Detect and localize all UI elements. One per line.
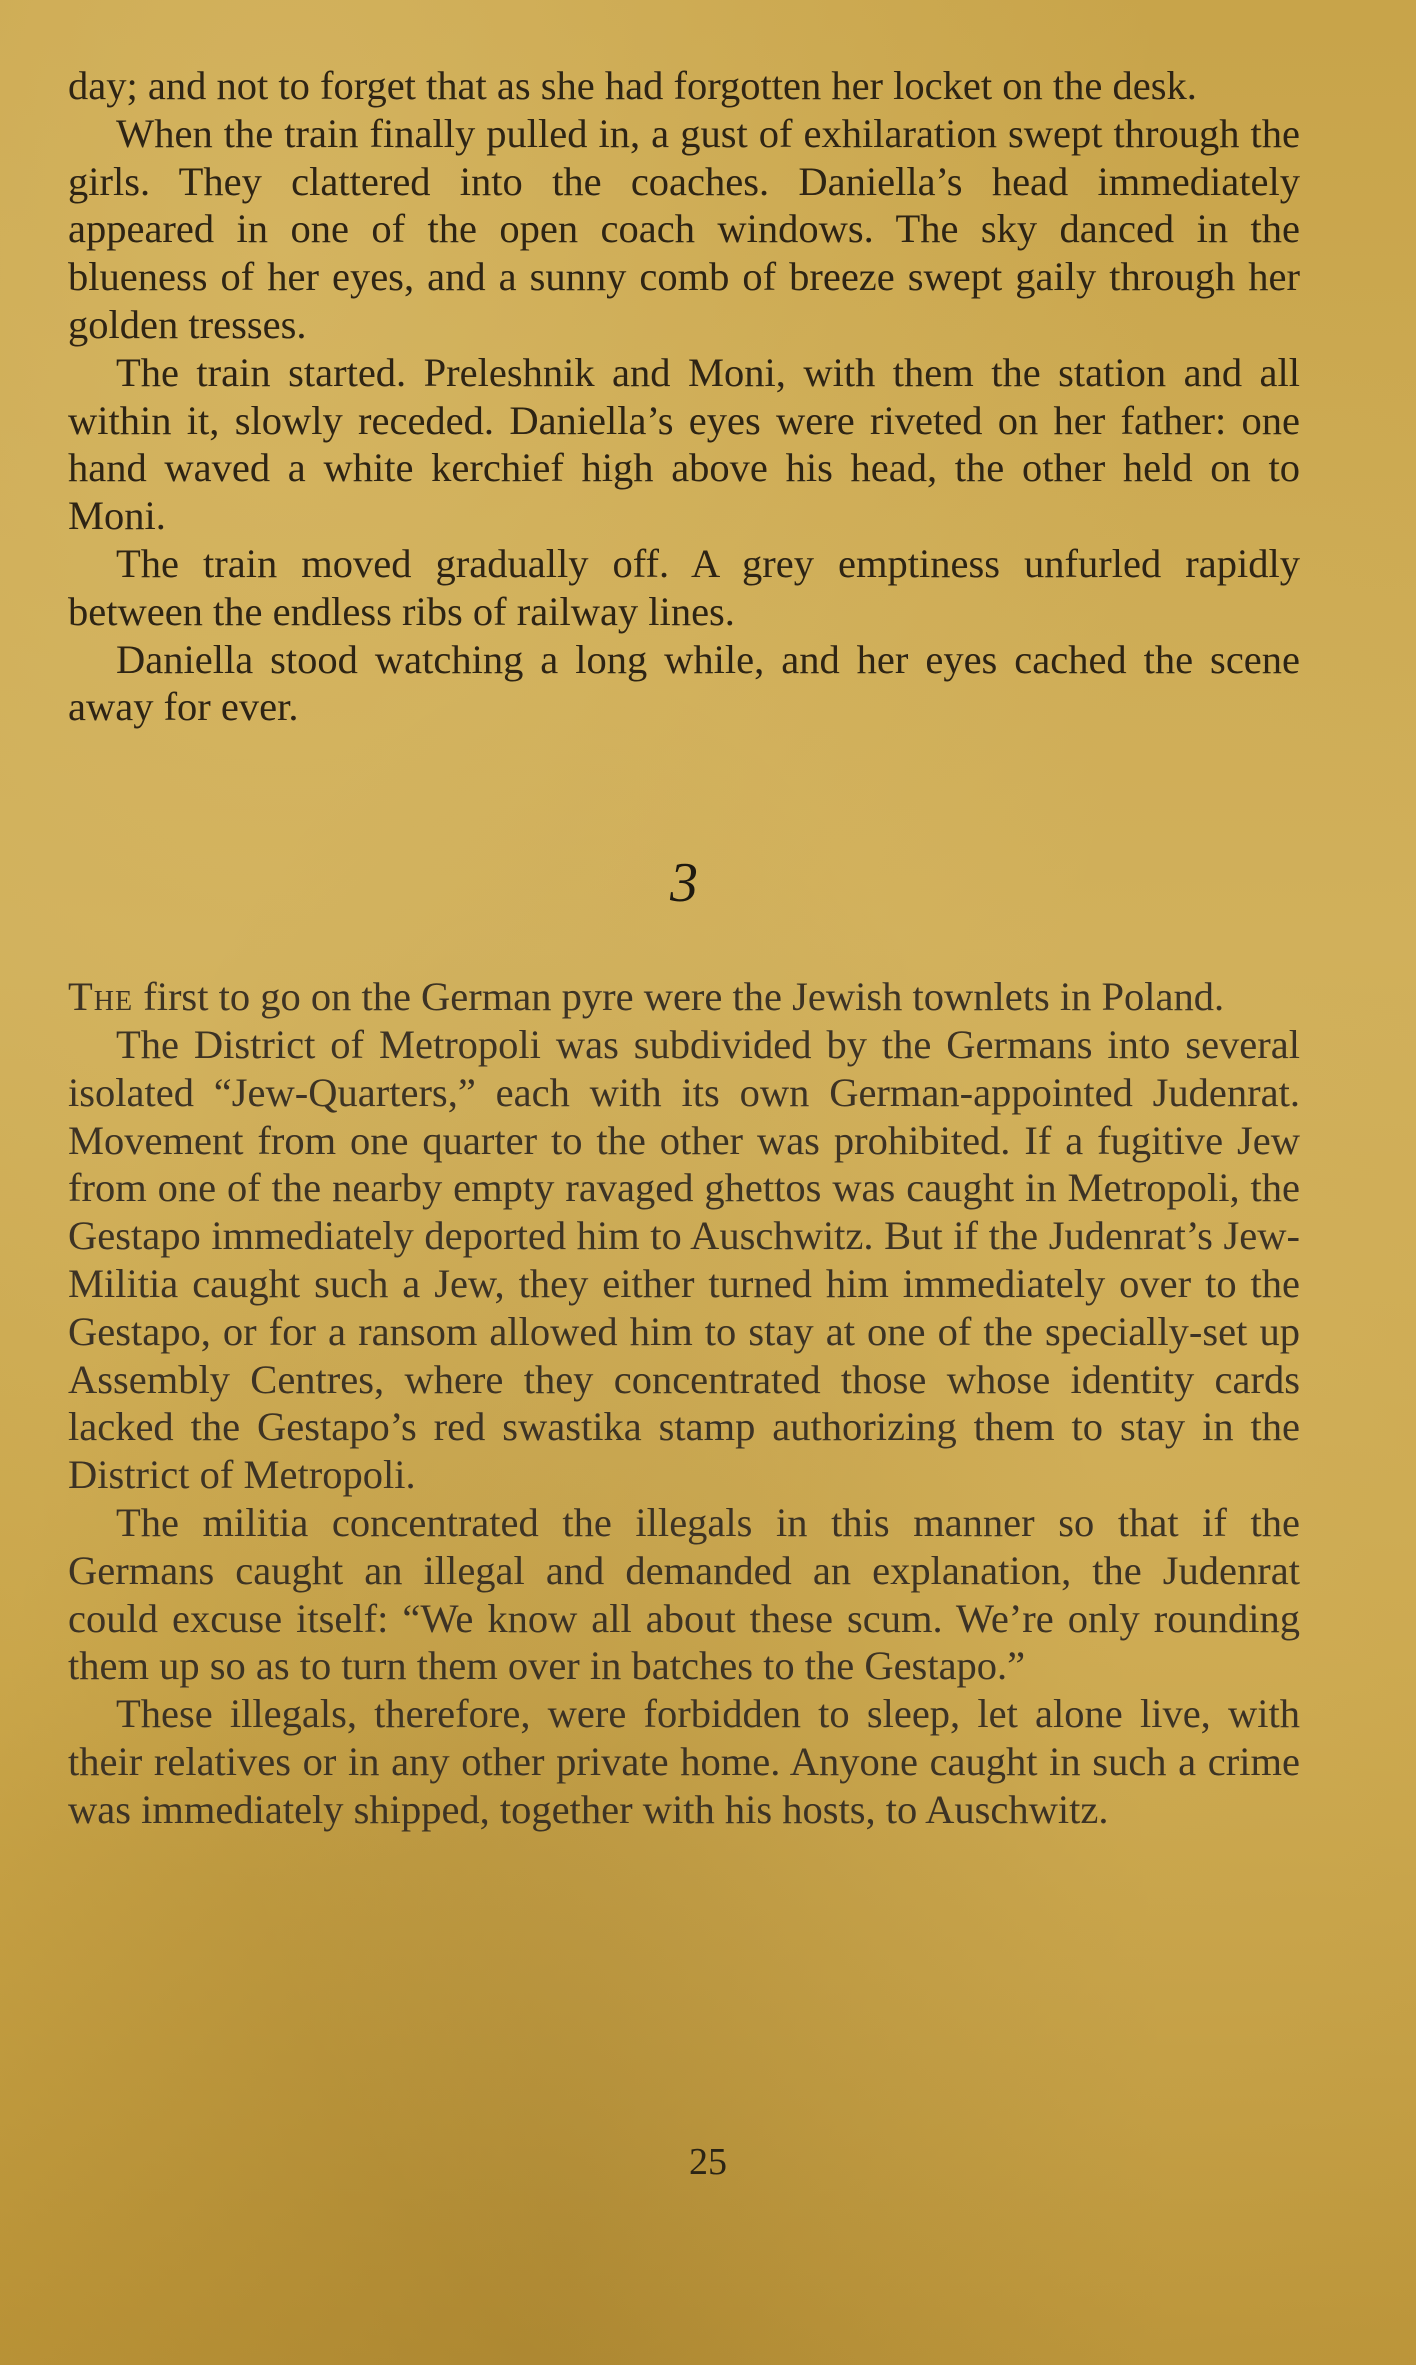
- paragraph-daniella-watching: Daniella stood watching a long while, and her eyes cached the scene away for ever.: [68, 636, 1300, 730]
- chapter-opening-word: The: [68, 974, 134, 1020]
- paragraph-district-metropoli: The District of Metropoli was subdivided by the Germans into several isolated “Jew-Quarters,” each with its own German-appointed Judenrat. Movement from one quarter to the other was prohibited. If a fugitive Jew from one of the nearby empty ravaged ghettos was caught in Metropoli, the Gestapo immediately deported him to Auschwitz. But if the Judenrat’s Jew-Militia caught such a Jew, they either turned him immediately over to the Gestapo, or for a ransom allowed him to stay at one of the specially-set up Assembly Centres, where they concentrated those whose identity cards lacked the Gestapo’s red swastika stamp authorizing them to stay in the District of Metropoli.: [68, 1021, 1300, 1498]
- paragraph-train-moves-off: The train moved gradually off. A grey emptiness unfurled rapidly between the endless ribs of railway lines.: [68, 540, 1300, 634]
- chapter-text-section: [68, 973, 1300, 1833]
- page-number: 25: [689, 2141, 727, 2183]
- chapter-opening-rest: first to go on the German pyre were the Jewish townlets in Poland.: [133, 974, 1225, 1020]
- top-text-section: [68, 62, 1300, 731]
- chapter-number: 3: [670, 852, 698, 915]
- paragraph-continuation: day; and not to forget that as she had forgotten her locket on the desk.: [68, 63, 1197, 108]
- paragraph-illegals-forbidden: These illegals, therefore, were forbidden to sleep, let alone live, with their relatives or in any other private home. Anyone caught in such a crime was immediately shipped, together with his hosts, to Auschwitz.: [68, 1691, 1300, 1832]
- paragraph-train-arrives: When the train finally pulled in, a gust of exhilaration swept through the girls. They clattered into the coaches. Daniella’s head immediately appeared in one of the open coach windows. The sky danced in the blueness of her eyes, and a sunny comb of breeze swept gaily through her golden tresses.: [68, 110, 1300, 347]
- paragraph-militia-illegals: The militia concentrated the illegals in this manner so that if the Germans caught an illegal and demanded an explanation, the Judenrat could excuse itself: “We know all about these scum. We’re only rounding them up so as to turn them over in batches to the Gestapo.”: [68, 1499, 1300, 1689]
- paragraph-train-starts: The train started. Preleshnik and Moni, with them the station and all within it, slowly receded. Daniella’s eyes were riveted on her father: one hand waved a white kerchief high above his head, the other held on to Moni.: [68, 349, 1300, 539]
- book-page: [68, 62, 1300, 1834]
- chapter-opening-paragraph: [68, 973, 1300, 1021]
